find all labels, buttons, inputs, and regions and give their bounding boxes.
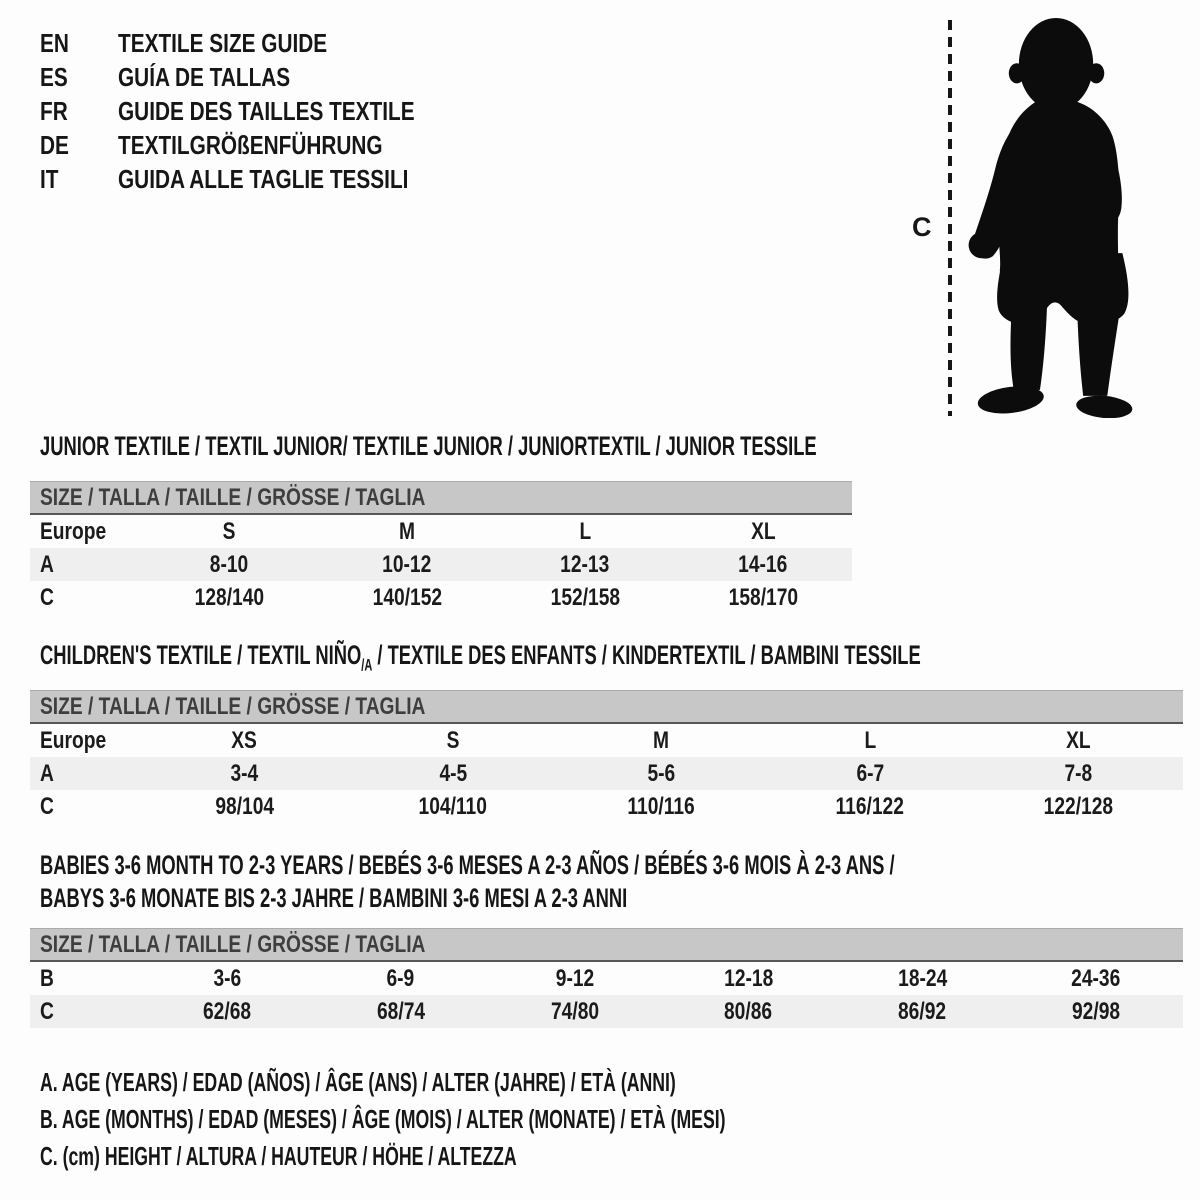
value-cell: 62/68 [202,997,251,1025]
lang-row-es [40,60,489,94]
lang-code: EN [40,27,69,58]
size-header-bar: SIZE / TALLA / TAILLE / GRÖSSE / TAGLIA [30,481,852,515]
measurement-legend [40,1064,1048,1175]
toddler-silhouette-image [964,16,1138,418]
height-measure-label: C [912,212,932,242]
lang-code: IT [40,163,59,194]
lang-code: FR [40,95,68,126]
value-cell: 6-9 [386,964,415,992]
value-cell: 12-13 [560,550,610,578]
value-cell: 80/86 [724,997,773,1025]
value-cell: 86/92 [898,997,947,1025]
lang-row-en [40,26,489,60]
value-cell: 116/122 [835,792,905,820]
row-label-cell: C [40,792,54,820]
row-label-cell: B [40,964,54,992]
size-cell: M [653,726,670,754]
size-cell: S [222,517,236,545]
table-row-height [30,581,852,614]
size-cell: XL [1066,726,1091,754]
lang-title: GUIDE DES TAILLES TEXTILE [118,95,415,126]
value-cell: 5-6 [647,759,676,787]
value-cell: 128/140 [194,583,264,611]
junior-section-title: JUNIOR TEXTILE / TEXTIL JUNIOR/ TEXTILE JUNIOR / JUNIORTEXTIL / JUNIOR TESSILE [40,431,817,461]
babies-section-title: BABIES 3-6 MONTH TO 2-3 YEARS / BEBÉS 3-6 MESES A 2-3 AÑOS / BÉBÉS 3-6 MOIS À 2-3 ANS / BABYS 3-6 MONATE BIS 2-3 JAHRE / BAMBINI 3-6 MESI A 2-3 ANNI [40,850,895,913]
value-cell: 3-4 [230,759,259,787]
lang-row-de [40,128,489,162]
value-cell: 152/158 [550,583,620,611]
table-row-europe [30,515,852,548]
lang-code: DE [40,129,69,160]
value-cell: 7-8 [1064,759,1093,787]
size-cell: L [579,517,591,545]
value-cell: 18-24 [897,964,947,992]
row-label-cell: C [40,583,54,611]
value-cell: 6-7 [856,759,884,787]
size-cell: XL [750,517,776,545]
title-subscript: /A [361,656,373,675]
row-label-cell: A [40,550,54,578]
table-row-height [30,995,1183,1028]
legend-line-a: A. AGE (YEARS) / EDAD (AÑOS) / ÂGE (ANS) / ALTER (JAHRE) / ETÀ (ANNI) [40,1067,676,1097]
babies-size-table [30,928,1183,1028]
lang-row-fr [40,94,489,128]
size-header-bar: SIZE / TALLA / TAILLE / GRÖSSE / TAGLIA [30,690,1183,724]
lang-title: GUÍA DE TALLAS [118,61,291,92]
row-label-cell: Europe [40,726,107,754]
value-cell: 122/128 [1043,792,1114,820]
value-cell: 98/104 [214,792,274,820]
lang-title: TEXTILGRÖßENFÜHRUNG [118,129,383,160]
size-cell: S [446,726,460,754]
table-row-height [30,790,1183,823]
height-measure-dashed-line [948,20,952,416]
value-cell: 4-5 [439,759,467,787]
value-cell: 140/152 [372,583,442,611]
row-label-cell: C [40,997,54,1025]
size-header-bar: SIZE / TALLA / TAILLE / GRÖSSE / TAGLIA [30,928,1183,962]
table-row-age-years [30,548,852,581]
size-cell: L [864,726,876,754]
value-cell: 12-18 [723,964,773,992]
children-size-table [30,690,1183,823]
size-cell: M [399,517,415,545]
value-cell: 68/74 [376,997,425,1025]
value-cell: 74/80 [550,997,599,1025]
lang-title: TEXTILE SIZE GUIDE [118,27,328,58]
legend-line-c: C. (cm) HEIGHT / ALTURA / HAUTEUR / HÖHE / ALTEZZA [40,1141,517,1171]
value-cell: 24-36 [1071,964,1121,992]
junior-size-table [30,481,852,614]
lang-code: ES [40,61,68,92]
row-label-cell: A [40,759,54,787]
value-cell: 10-12 [382,550,432,578]
table-row-age-months [30,962,1183,995]
language-title-list [40,26,489,196]
table-row-europe [30,724,1183,757]
row-label-cell: Europe [40,517,107,545]
lang-title: GUIDA ALLE TAGLIE TESSILI [118,163,409,194]
value-cell: 14-16 [738,550,788,578]
size-cell: XS [231,726,258,754]
value-cell: 110/116 [627,792,696,820]
lang-row-it [40,162,489,196]
value-cell: 104/110 [418,792,488,820]
value-cell: 8-10 [209,550,249,578]
table-row-age-years [30,757,1183,790]
value-cell: 9-12 [555,964,594,992]
value-cell: 92/98 [1072,997,1121,1025]
children-section-title: CHILDREN'S TEXTILE / TEXTIL $NIÑO_{/A}$ / TEXTILE DES ENFANTS / KINDERTEXTIL / BAMBINI TESSILE [40,640,921,675]
value-cell: 3-6 [213,964,241,992]
legend-line-b: B. AGE (MONTHS) / EDAD (MESES) / ÂGE (MOIS) / ALTER (MONATE) / ETÀ (MESI) [40,1104,726,1134]
value-cell: 158/170 [728,583,798,611]
